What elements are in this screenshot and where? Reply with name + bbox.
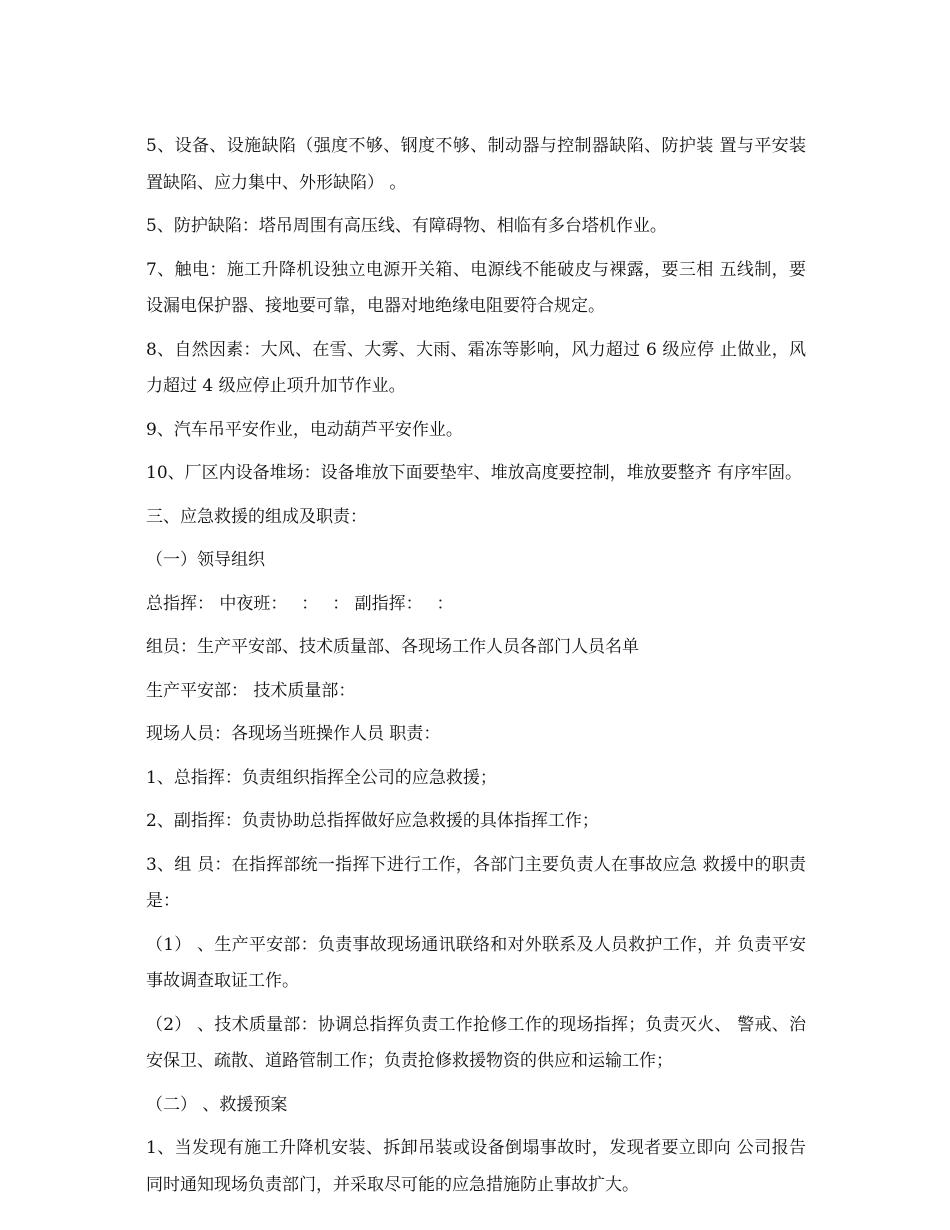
document-page <box>146 128 806 1210</box>
paragraph-electric-shock: 7、触电：施工升降机设独立电源开关箱、电源线不能破皮与裸露，要三相 五线制，要设漏电保护器、接地要可靠，电器对地绝缘电阻要符合规定。 <box>146 259 806 316</box>
duty-commander-in-chief: 1、总指挥：负责组织指挥全公司的应急救援； <box>146 767 497 788</box>
paragraph-protection-defects: 5、防护缺陷：塔吊周围有高压线、有障碍物、相临有多台塔机作业。 <box>146 216 667 236</box>
duty-production-safety-dept: （1） 、生产平安部：负责事故现场通讯联络和对外联系及人员救护工作，并 负责平安事故调查取证工作。 <box>146 934 806 991</box>
paragraph-rescue-step-1: 1、当发现有施工升降机安装、拆卸吊装或设备倒塌事故时，发现者要立即向 公司报告同时通知现场负责部门，并采取尽可能的应急措施防止事故扩大。 <box>146 1138 806 1195</box>
duty-team-members: 3、组 员：在指挥部统一指挥下进行工作，各部门主要负责人在事故应急 救援中的职责是： <box>146 854 806 911</box>
paragraph-crane-safety: 9、汽车吊平安作业，电动葫芦平安作业。 <box>146 419 463 440</box>
subsection-heading-rescue-plan: （二） 、救援预案 <box>146 1094 288 1115</box>
paragraph-onsite-staff: 现场人员：各现场当班操作人员 职责： <box>146 724 441 744</box>
paragraph-equipment-yard: 10、厂区内设备堆场：设备堆放下面要垫牢、堆放高度要控制，堆放要整齐 有序牢固。 <box>146 463 803 483</box>
section-heading-emergency-rescue: 三、应急救援的组成及职责： <box>146 506 367 527</box>
duty-deputy-commander: 2、副指挥：负责协助总指挥做好应急救援的具体指挥工作； <box>146 811 599 831</box>
paragraph-members: 组员：生产平安部、技术质量部、各现场工作人员各部门人员名单 <box>146 637 639 657</box>
paragraph-natural-factors: 8、自然因素：大风、在雪、大雾、大雨、霜冻等影响，风力超过 6 级应停 止做业，风力超过 4 级应停止项升加节作业。 <box>146 339 806 396</box>
duty-technical-quality-dept: （2） 、技术质量部：协调总指挥负责工作抢修工作的现场指挥；负责灭火、 警戒、治安保卫、疏散、道路管制工作；负责抢修救援物资的供应和运输工作； <box>146 1014 806 1071</box>
paragraph-equipment-defects: 5、设备、设施缺陷（强度不够、钢度不够、制动器与控制器缺陷、防护装 置与平安装置缺陷、应力集中、外形缺陷） 。 <box>146 136 806 193</box>
paragraph-commanders: 总指挥： 中夜班： ： ： 副指挥： ： <box>146 593 454 614</box>
paragraph-departments: 生产平安部： 技术质量部： <box>146 680 356 701</box>
subsection-heading-leadership: （一）领导组织 <box>146 550 265 570</box>
